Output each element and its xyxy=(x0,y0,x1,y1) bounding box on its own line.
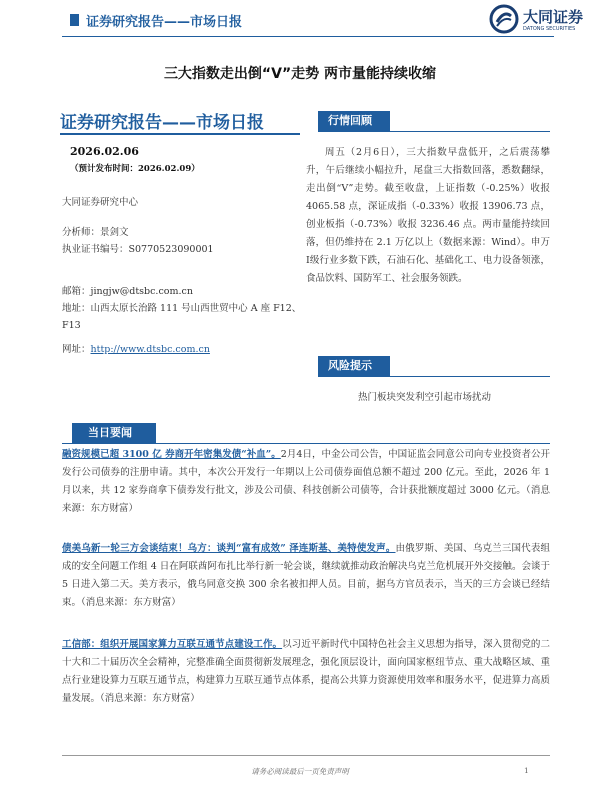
report-header xyxy=(62,8,540,36)
footer-divider xyxy=(62,755,550,756)
expected-release: （预计发布时间：2026.02.09） xyxy=(70,164,200,174)
email: 邮箱：jingjw@dtsbc.com.cn xyxy=(62,286,193,297)
risk-divider xyxy=(318,376,550,377)
research-org: 大同证券研究中心 xyxy=(62,197,139,208)
website-label: 网址： xyxy=(62,344,91,355)
market-review-divider xyxy=(318,131,550,132)
risk-label: 风险提示 xyxy=(318,356,390,376)
report-date: 2026.02.06 xyxy=(70,145,139,158)
logo-sub: DATONG SECURITIES xyxy=(523,26,576,32)
report-title: 证券研究报告——市场日报 xyxy=(60,113,264,133)
news-item xyxy=(62,636,550,708)
news-headline-3[interactable]: 工信部：组织开展国家算力互联互通节点建设工作。 xyxy=(62,639,283,650)
footer-disclaimer: 请务必阅读最后一页免责声明 xyxy=(251,767,349,776)
risk-text: 热门板块突发利空引起市场扰动 xyxy=(358,392,492,403)
main-title: 三大指数走出倒“V”走势 两市量能持续收缩 xyxy=(163,66,437,82)
analyst: 分析师：景剑文 xyxy=(62,227,129,238)
report-title-divider xyxy=(60,133,300,135)
address: 地址：山西太原长治路 111 号山西世贸中心 A 座 F12、F13 xyxy=(62,303,302,331)
news-body-1: 2月4日，中金公司公告，中国证监会同意公司向专业投资者公开发行公司债券的注册申请。其中，本次公开发行一年期以上公司债券面值总额不超过 200 亿元。至此，2026 年 1 月以来，共 12 家券商拿下债券发行批文，涉及公司债、科技创新公司债等，合计获批额度超过 3000 亿元。（消息来源：东方财富） xyxy=(62,449,550,514)
header-divider xyxy=(62,36,554,37)
page-number: 1 xyxy=(524,766,529,775)
news-divider xyxy=(62,443,550,444)
logo-name: 大同证券 xyxy=(523,8,584,26)
datong-logo-icon xyxy=(489,4,519,34)
news-item xyxy=(62,540,550,612)
license-number: 执业证书编号：S0770523090001 xyxy=(62,244,214,255)
news-item xyxy=(62,446,550,518)
news-body-3: 以习近平新时代中国特色社会主义思想为指导，深入贯彻党的二十大和二十届历次全会精神，完整准确全面贯彻新发展理念，强化顶层设计，面向国家枢纽节点、重大战略区域、重点行业建设算力互联互通节点，构建算力互联互通节点体系，提高公共算力资源使用效率和服务水平，促进算力高质量发展。（消息来源：东方财富） xyxy=(62,639,550,704)
header-square-icon xyxy=(70,14,79,26)
news-label: 当日要闻 xyxy=(72,423,156,443)
news-headline-2[interactable]: 债美乌新一轮三方会谈结束！乌方：谈判“富有成效” 泽连斯基、美特使发声。 xyxy=(62,543,396,554)
website xyxy=(62,341,210,355)
news-body-2: 由俄罗斯、美国、乌克兰三国代表组成的安全问题工作组 4 日在阿联酋阿布扎比举行新一轮会谈，继续就推动政治解决乌克兰危机展开外交接触。会谈于 5 日进入第二天。美方表示，俄乌同意交换 300 余名被扣押人员。目前，据乌方官员表示，当天的三方会谈已经结束。（消息来源：东方财富） xyxy=(62,543,550,608)
website-link[interactable]: http://www.dtsbc.com.cn xyxy=(90,344,210,355)
market-review-label: 行情回顾 xyxy=(318,111,390,131)
market-review-text: 周五（2月6日），三大指数早盘低开，之后震荡攀升，午后继续小幅拉升，尾盘三大指数回落，悉数翻绿，走出倒“V”走势。截至收盘，上证指数（-0.25%）收报 4065.58 点，深证成指（-0.33%）收报 13906.73 点，创业板指（-0.73%）收报 3236.46 点。两市量能持续回落，但仍维持在 2.1 万亿以上（数据来源：Wind）。申万Ⅰ级行业多数下跌，石油石化、基础化工、电力设备领涨，食品饮料、国防军工、社会服务领跌。 xyxy=(306,147,550,284)
news-headline-1[interactable]: 融资规模已超 3100 亿 券商开年密集发债“补血”。 xyxy=(62,449,281,460)
header-title: 证券研究报告——市场日报 xyxy=(86,15,243,30)
